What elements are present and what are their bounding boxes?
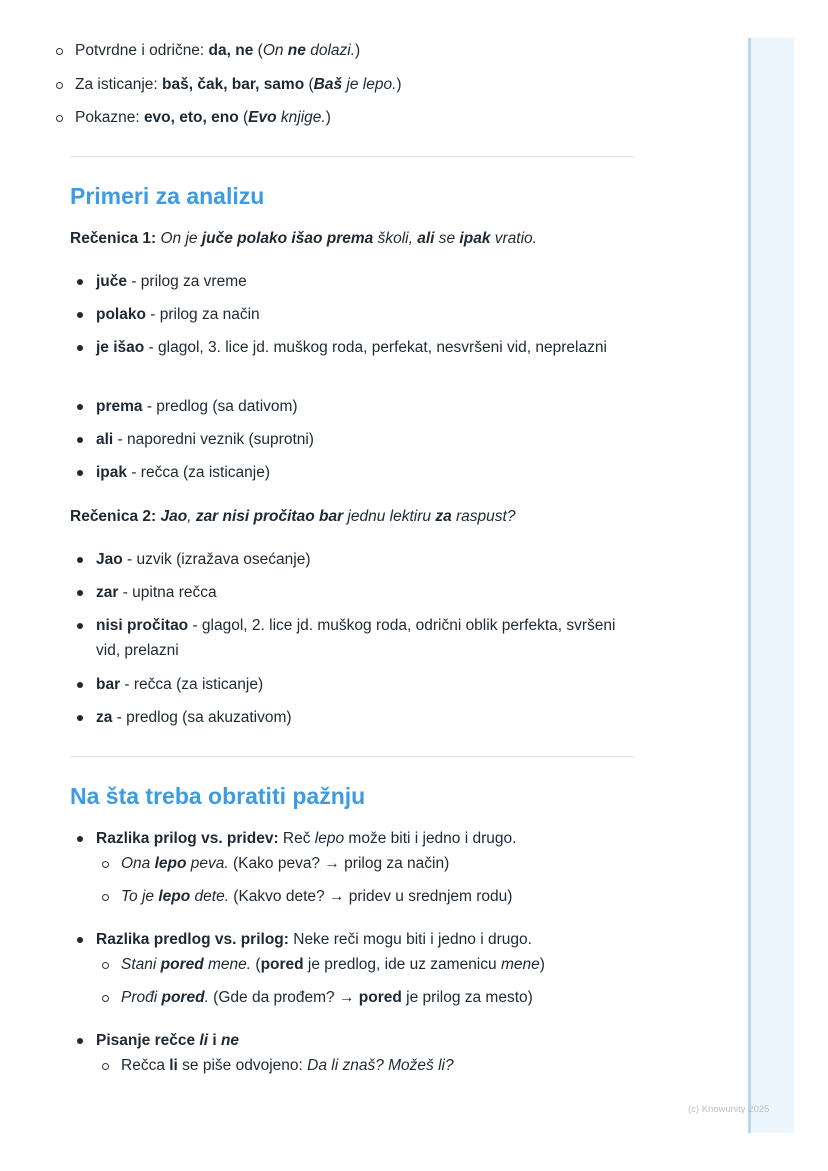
- text-segment: mene.: [203, 956, 252, 973]
- divider: [70, 156, 635, 157]
- bullet-icon: [77, 623, 83, 629]
- text-segment: knjige.: [276, 109, 326, 126]
- circle-bullet-icon: [56, 48, 63, 55]
- bullet-icon: [77, 590, 83, 596]
- text-segment: je prilog za mesto): [401, 989, 533, 1006]
- bullet-icon: [77, 715, 83, 721]
- bullet-icon: [77, 404, 83, 410]
- list-item: [96, 580, 636, 613]
- text-segment: i: [208, 1032, 221, 1049]
- text-segment: - prilog za vreme: [127, 273, 247, 290]
- sub-list: [96, 851, 636, 917]
- list-item: [96, 826, 636, 927]
- text-segment: - upitna rečca: [118, 584, 217, 601]
- list-item: [96, 269, 636, 302]
- sub-list-item: [96, 1053, 636, 1086]
- bullet-icon: [77, 345, 83, 351]
- text-segment: - rečca (za isticanje): [127, 464, 270, 481]
- text-segment: ): [539, 956, 545, 973]
- text-segment: Rečenica 1:: [70, 230, 161, 247]
- list-item: [96, 460, 636, 493]
- text-segment: se: [434, 230, 460, 247]
- text-segment: (: [251, 956, 261, 973]
- text-segment: Reč: [278, 830, 315, 847]
- text-segment: nisi pročitao: [96, 617, 189, 634]
- list-item: [96, 1028, 636, 1088]
- footer-copyright: (c) Knowunity 2025: [688, 1104, 770, 1115]
- text-segment: (Kakvo dete? → pridev u srednjem rodu): [229, 888, 513, 905]
- circle-bullet-icon: [56, 115, 63, 122]
- list-item: [75, 105, 635, 139]
- text-segment: (Gde da prođem? →: [208, 989, 359, 1006]
- text-segment: Jao: [160, 508, 188, 525]
- text-segment: raspust?: [451, 508, 516, 525]
- sub-list: [96, 1053, 636, 1086]
- bullet-icon: [77, 557, 83, 563]
- sub-list-item: [96, 952, 636, 985]
- text-segment: dete.: [190, 888, 229, 905]
- text-segment: On: [262, 42, 288, 59]
- text-segment: On je: [160, 230, 202, 247]
- text-segment: prema: [96, 398, 143, 415]
- bullet-icon: [77, 682, 83, 688]
- text-segment: juče polako išao prema: [201, 230, 374, 247]
- text-segment: Jao: [96, 551, 123, 568]
- text-segment: baš, čak, bar, samo: [162, 75, 305, 93]
- text-segment: (Kako peva? → prilog za način): [228, 855, 450, 872]
- section-title-primeri: Primeri za analizu: [70, 183, 265, 209]
- text-segment: je predlog, ide uz zamenicu: [303, 956, 501, 973]
- circle-bullet-icon: [102, 962, 109, 969]
- text-segment: pored: [260, 956, 304, 973]
- text-segment: ): [396, 75, 402, 93]
- text-segment: lepo: [154, 855, 187, 872]
- section-title-paznja: Na šta treba obratiti pažnju: [70, 783, 366, 809]
- text-segment: li: [169, 1057, 178, 1074]
- text-segment: pored: [358, 989, 402, 1006]
- text-segment: Pisanje rečce: [96, 1032, 200, 1049]
- list-item: [75, 38, 635, 72]
- bullet-icon: [77, 470, 83, 476]
- list-item: [96, 427, 636, 460]
- text-segment: Razlika prilog vs. pridev:: [96, 830, 279, 847]
- text-segment: ne: [287, 42, 306, 59]
- list-item: [75, 72, 635, 106]
- text-segment: - uzvik (izražava osećanje): [122, 551, 311, 568]
- text-segment: Prođi: [121, 989, 162, 1006]
- text-segment: lepo: [158, 888, 191, 905]
- text-segment: ne: [220, 1032, 240, 1049]
- text-segment: može biti i jedno i drugo.: [344, 830, 517, 847]
- text-segment: vratio.: [490, 230, 537, 247]
- text-segment: Rečca: [121, 1057, 170, 1074]
- bullet-icon: [77, 836, 83, 842]
- circle-bullet-icon: [102, 861, 109, 868]
- bullet-icon: [77, 279, 83, 285]
- list-item: [96, 672, 636, 705]
- text-segment: za: [96, 709, 113, 726]
- list-item: [96, 394, 636, 427]
- text-segment: Stani: [121, 956, 161, 973]
- text-segment: Baš: [313, 75, 343, 93]
- circle-bullet-icon: [102, 995, 109, 1002]
- text-segment: - glagol, 3. lice jd. muškog roda, perfekat, nesvršeni vid, neprelazni: [144, 339, 607, 356]
- text-segment: Razlika predlog vs. prilog:: [96, 931, 289, 948]
- list-item: [96, 613, 636, 672]
- text-segment: peva.: [186, 855, 229, 872]
- text-segment: se piše odvojeno:: [177, 1057, 308, 1074]
- text-segment: (: [304, 75, 314, 93]
- attention-list: [96, 826, 636, 1088]
- sub-list-item: [96, 884, 636, 917]
- text-segment: zar: [96, 584, 119, 601]
- text-segment: polako: [96, 306, 146, 323]
- text-segment: ): [355, 42, 361, 59]
- bullet-icon: [77, 937, 83, 943]
- bullet-icon: [77, 1038, 83, 1044]
- text-segment: Ona: [121, 855, 155, 872]
- bullet-icon: [77, 312, 83, 318]
- text-segment: Potvrdne i odrične:: [75, 42, 209, 59]
- text-segment: - predlog (sa akuzativom): [112, 709, 292, 726]
- text-segment: ipak: [459, 230, 491, 247]
- text-segment: evo, eto, eno: [143, 109, 239, 126]
- bullet-icon: [77, 437, 83, 443]
- text-segment: li: [199, 1032, 209, 1049]
- text-segment: jednu lektiru: [343, 508, 436, 525]
- text-segment: - glagol, 2. lice jd. muškog roda, odrični oblik perfekta, svršeni vid, prelazni: [96, 617, 616, 659]
- divider: [70, 756, 635, 757]
- list-item: [96, 927, 636, 1028]
- text-segment: Rečenica 2:: [70, 508, 161, 525]
- text-segment: ipak: [96, 464, 128, 481]
- text-segment: - prilog za način: [145, 306, 260, 323]
- text-segment: je lepo.: [342, 75, 397, 93]
- text-segment: školi,: [373, 230, 418, 247]
- text-segment: - naporedni veznik (suprotni): [113, 431, 314, 448]
- text-segment: To je: [121, 888, 159, 905]
- text-segment: - rečca (za isticanje): [120, 676, 264, 693]
- sentence-1: [70, 227, 635, 251]
- text-segment: ,: [187, 508, 196, 525]
- text-segment: Neke reči mogu biti i jedno i drugo.: [288, 931, 532, 948]
- side-panel: [748, 38, 794, 1133]
- circle-bullet-icon: [102, 894, 109, 901]
- circle-bullet-icon: [56, 82, 63, 89]
- text-segment: ): [325, 109, 331, 126]
- text-segment: - predlog (sa dativom): [142, 398, 298, 415]
- list-item: [96, 547, 636, 580]
- text-segment: bar: [96, 676, 121, 693]
- text-segment: da, ne: [208, 42, 254, 59]
- analysis-list-1: [96, 269, 636, 493]
- text-segment: pored: [161, 989, 205, 1006]
- list-item: [96, 335, 636, 394]
- text-segment: Pokazne:: [75, 109, 144, 126]
- text-segment: (: [253, 42, 263, 59]
- text-segment: zar nisi pročitao bar: [195, 508, 344, 525]
- text-segment: ali: [96, 431, 114, 448]
- sub-list-item: [96, 985, 636, 1018]
- text-segment: dolazi.: [305, 42, 356, 59]
- sub-list-item: [96, 851, 636, 884]
- text-segment: mene: [500, 956, 540, 973]
- list-item: [96, 705, 636, 738]
- text-segment: lepo: [314, 830, 345, 847]
- text-segment: Da li znaš? Možeš li?: [307, 1057, 454, 1074]
- text-segment: je išao: [96, 339, 145, 356]
- text-segment: pored: [160, 956, 204, 973]
- text-segment: juče: [96, 273, 128, 290]
- text-segment: .: [204, 989, 209, 1006]
- text-segment: (: [238, 109, 249, 126]
- analysis-list-2: [96, 547, 636, 738]
- text-segment: Evo: [248, 109, 277, 126]
- sentence-2: [70, 505, 635, 529]
- sub-list: [96, 952, 636, 1018]
- text-segment: ali: [417, 230, 435, 247]
- text-segment: za: [435, 508, 452, 525]
- circle-bullet-icon: [102, 1063, 109, 1070]
- list-item: [96, 302, 636, 335]
- text-segment: Za isticanje:: [75, 75, 163, 93]
- particle-types-list: [75, 38, 635, 139]
